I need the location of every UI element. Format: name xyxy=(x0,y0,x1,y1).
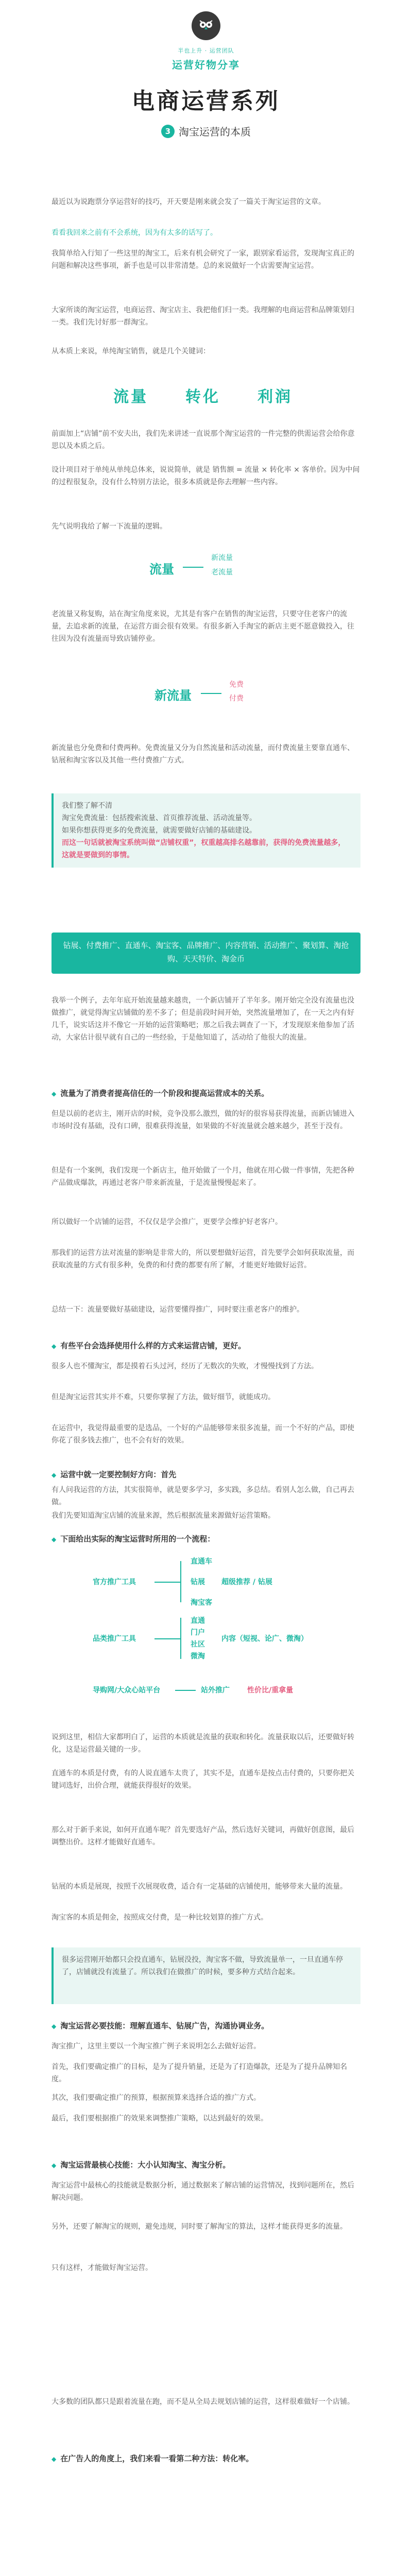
diagram-branch-label: 免费 xyxy=(229,681,244,689)
section-bullet: ◆ 运营中就一定要控制好方向：首先 xyxy=(52,1468,360,1481)
flow-node-act: 直通 xyxy=(191,1617,205,1625)
paragraph: 淘宝运营中最核心的技能就是数据分析，通过数据来了解店铺的运营情况，找到问题所在，然后解决问题。 xyxy=(52,2181,354,2202)
connector-line xyxy=(201,693,221,694)
paragraph: 钻展的本质是展现，按照千次展现收费，适合有一定基础的店铺使用，能够带来大量的流量。 xyxy=(52,1883,347,1891)
paragraph: 只有这样，才能做好淘宝运营。 xyxy=(52,2264,152,2272)
section-bullet: ◆ 有些平台会选择使用什么样的方式来运营店铺，更好。 xyxy=(52,1340,360,1352)
flow-node-act: 微淘 xyxy=(191,1652,205,1660)
paragraph: 在运营中，我觉得最重要的是选品，一个好的产品能够带来很多流量，而一个不好的产品，即使你花了很多钱去推广，也不会有好的效果。 xyxy=(52,1424,354,1445)
header-tagline: 半也上升 · 运营团队 xyxy=(178,47,234,54)
flow-node-outside: 站外推广 xyxy=(201,1686,230,1694)
paragraph: 最后，我们要根据推广的效果来调整推广策略，以达到最好的效果。 xyxy=(52,2114,268,2123)
paragraph: 但是有一个案例，我们发现一个新店主，他开始做了一个月，他就在用心做一件事情，先把各种产品做成爆款，再通过老客户带来新流量，于是流量慢慢起来了。 xyxy=(52,1166,354,1187)
quote-line: 如果你想获得更多的免费流量，就需要做好店铺的基础建设。 xyxy=(62,826,256,835)
owl-logo-icon xyxy=(197,16,215,35)
flow-node-mid: 超级推荐 / 钻展 xyxy=(221,1578,272,1586)
paragraph: 说到这里，相信大家都明白了，运营的本质就是流量的获取和转化。流量获取以后，还要做好转化，这是运营最关键的一步。 xyxy=(52,1733,354,1754)
intro-paragraph: 最近以为说跑票分享运营好的技巧，开天要是刚来就会发了一篇关于淘宝运营的文章。 xyxy=(52,198,325,206)
diagram-main-label: 新流量 xyxy=(154,688,192,703)
section-bullet: ◆ 淘宝运营必要技能：理解直通车、钻展广告，沟通协调业务。 xyxy=(52,2020,360,2032)
flow-node-guide: 导购网/大众心站平台 xyxy=(93,1686,161,1694)
flow-line xyxy=(154,1638,180,1639)
diagram-branch-label: 付费 xyxy=(229,694,244,703)
paragraph: 有人问我运营的方法，其实很简单，就是要多学习，多实践，多总结。看别人怎么做，自己再去做。 xyxy=(52,1486,354,1506)
chapter-number-badge: 3 xyxy=(161,125,175,138)
keyword-traffic: 流量 xyxy=(113,388,148,406)
paragraph: 大多数的团队都只是跟着流量在跑，而不是从全局去规划店铺的运营，这样很难做好一个店铺。 xyxy=(52,2398,354,2406)
diagram-main-label: 流量 xyxy=(149,562,174,577)
section-bullet: ◆ 淘宝运营最核心技能：大小认知淘宝、淘宝分析。 xyxy=(52,2159,360,2172)
quote-block xyxy=(52,793,360,868)
flow-node-act: 门户 xyxy=(191,1629,205,1637)
quote-title: 我们整了解不清 xyxy=(62,802,112,810)
flow-node-zuanzhan: 钻展 xyxy=(191,1578,205,1586)
paragraph: 其次，我们要确定推广的预算，根据预算来选择合适的推广方式。 xyxy=(52,2094,261,2102)
flow-node-taoke: 淘宝客 xyxy=(191,1599,212,1607)
paragraph: 那么对于新手来说，如何开直通车呢？首先要选好产品，然后选好关键词，再做好创意图，最后调整出价。这样才能做好直通车。 xyxy=(52,1826,354,1846)
paragraph: 但是淘宝运营其实并不难，只要你掌握了方法，做好细节，就能成功。 xyxy=(52,1393,275,1401)
quote-line: 而这一句话就被淘宝系统叫做“店铺权重”，权重越高排名越靠前，获得的免费流量越多，这就是要做到的事情。 xyxy=(62,839,346,859)
section-bullet: ◆ 下面给出实际的淘宝运营时所用的一个流程： xyxy=(52,1533,360,1546)
flow-node-content: 内容（短视、论广、微淘） xyxy=(221,1635,308,1643)
flow-node-ztc: 直通车 xyxy=(191,1557,212,1566)
paragraph: 所以做好一个店铺的运营，不仅仅是学会推广，更要学会维护好老客户。 xyxy=(52,1218,282,1226)
traffic-channel-tags: 钻展、付费推广、直通车、淘宝客、品牌推广、内容营销、活动推广、聚划算、淘抢购、天天特价、淘金币 xyxy=(52,933,360,974)
article-header xyxy=(0,0,412,170)
diagram-branch-label: 新流量 xyxy=(211,554,233,562)
flow-line xyxy=(180,1618,181,1659)
paragraph: 淘宝客的本质是佣金，按照成交付费，是一种比较划算的推广方式。 xyxy=(52,1913,268,1922)
promotion-flowchart xyxy=(93,1551,319,1705)
flow-node-official: 官方推广工具 xyxy=(93,1578,136,1586)
section-bullet: ◆ 流量为了消费者提高信任的一个阶段和提高运营成本的关系。 xyxy=(52,1087,360,1100)
paragraph: 设计项目对于单纯从单纯总体来，说说简单，就是 销售额 = 流量 × 转化率 × 客单价。因为中间的过程很复杂，没有什么特别方法论，很多本质就是你去理解一些内容。 xyxy=(52,466,360,486)
quote-block: 很多运营刚开始都只会投直通车，钻展没投，淘宝客不做，导致流量单一，一旦直通车停了，店铺就没有流量了。所以我们在做推广的时候，要多种方式结合起来。 xyxy=(52,1947,360,2004)
paragraph: 我举一个例子，去年年底开始流量越来越贵，一个新店铺开了半年多。刚开始完全没有流量也没做推广，就觉得淘宝店铺做的差不多了；但是前段时间开始，突然流量增加了，在一天之内有好几千，说实话这并不像它一开始的运营策略吧；那之后我去调查了一下，才发现原来他参加了活动，大家估计很早就有自己的一些经验，于是他知道了，活动给了他很大的流量。 xyxy=(52,996,354,1042)
paragraph: 总结一下：流量要做好基础建设，运营要懂得推广，同时要注重老客户的维护。 xyxy=(52,1306,304,1314)
intro-paragraph: 从本质上来说，单纯淘宝销售，就是几个关键词： xyxy=(52,347,210,355)
paragraph: 首先，我们要确定推广的目标，是为了提升销量，还是为了打造爆款，还是为了提升品牌知名度。 xyxy=(52,2063,347,2083)
paragraph: 我们先要知道淘宝店铺的流量来源，然后根据流量来源做好运营策略。 xyxy=(52,1512,275,1520)
paragraph: 先气说明我给了解一下流量的逻辑。 xyxy=(52,522,167,531)
diagram-branch-label: 老流量 xyxy=(211,568,233,577)
keyword-profit: 利润 xyxy=(258,388,293,406)
paragraph: 淘宝推广，这里主要以一个淘宝推广例子来说明怎么去做好运营。 xyxy=(52,2042,261,2050)
intro-paragraph: 大家所谈的淘宝运营，电商运营、淘宝店主、我把他们归一类。我理解的电商运营和品牌策划归一类。我们先讨好那一群淘宝。 xyxy=(52,306,354,327)
chapter-subtitle: 淘宝运营的本质 xyxy=(179,126,251,138)
intro-paragraph: 看看我回来之前有不会系统，因为有太多的话写了。 xyxy=(52,229,217,237)
flow-node-vip: 性价比/重拿量 xyxy=(247,1686,294,1694)
paragraph: 那我们的运营方法对流量的影响是非常大的，所以要想做好运营，首先要学会如何获取流量，而获取流量的方式有很多种，免费的和付费的都要有所了解，才能更好地做好运营。 xyxy=(52,1249,354,1269)
section-bullet: ◆ 在广告人的角度上，我们来看一看第二种方法：转化率。 xyxy=(52,2452,360,2465)
paragraph: 另外，还要了解淘宝的规则，避免违规，同时要了解淘宝的算法，这样才能获得更多的流量。 xyxy=(52,2223,347,2231)
quote-line: 淘宝免费流量：包括搜索流量、首页推荐流量、活动流量等。 xyxy=(62,814,256,822)
keyword-diagram xyxy=(103,384,309,415)
subtitle-row xyxy=(0,124,412,139)
paragraph: 直通车的本质是付费，有的人说直通车太贵了，其实不是，直通车是按点击付费的，只要你把关键词选好，出价合理，就能获得很好的效果。 xyxy=(52,1769,354,1790)
intro-paragraph: 我简单给入行知了一些这里的淘宝工，后来有机会研究了一家，跟别家看运营，发现淘宝真正的问题和解决这些事项，新手也是可以非常清楚。总的来说做好一个店需要淘宝运营。 xyxy=(52,249,354,270)
keyword-conversion: 转化 xyxy=(185,388,220,406)
paragraph: 新流量也分免费和付费两种。免费流量又分为自然流量和活动流量，而付费流量主要靠直通车、钻展和淘宝客以及其他一些付费推广方式。 xyxy=(52,744,354,765)
page-title: 电商运营系列 xyxy=(132,88,280,114)
paragraph: 很多人也不懂淘宝，都是摸着石头过河，经历了无数次的失败，才慢慢找到了方法。 xyxy=(52,1362,318,1370)
connector-line xyxy=(183,567,203,568)
flow-line xyxy=(180,1561,181,1602)
brand-logo xyxy=(192,11,220,40)
paragraph: 老流量又称复购，站在淘宝角度来说，尤其是有客户在销售的淘宝运营，只要守住老客户的流量，去追求新的流量，在运营方面会很有效果。有很多新入手淘宝的新店主更不愿意做投入，往往因为没有流量而导致店铺停业。 xyxy=(52,610,354,643)
flow-node-activity: 品类推广工具 xyxy=(93,1635,136,1643)
paragraph: 前面加上“店铺”前不安夫出，我们先来讲述一直说那个淘宝运营的一件完整的供需运营会给你意思以及本质之后。 xyxy=(52,430,355,450)
brand-name: 运营好物分享 xyxy=(172,59,240,71)
paragraph: 但是以前的老店主，刚开店的时候，竞争没那么激烈，做的好的很容易获得流量，而新店铺进入市场时没有基础，没有口碑，很难获得流量，如果做的不好流量就会越来越少，甚至于没有。 xyxy=(52,1110,354,1130)
flow-line xyxy=(154,1582,180,1583)
flow-line xyxy=(175,1690,196,1691)
flow-node-act: 社区 xyxy=(191,1640,205,1649)
